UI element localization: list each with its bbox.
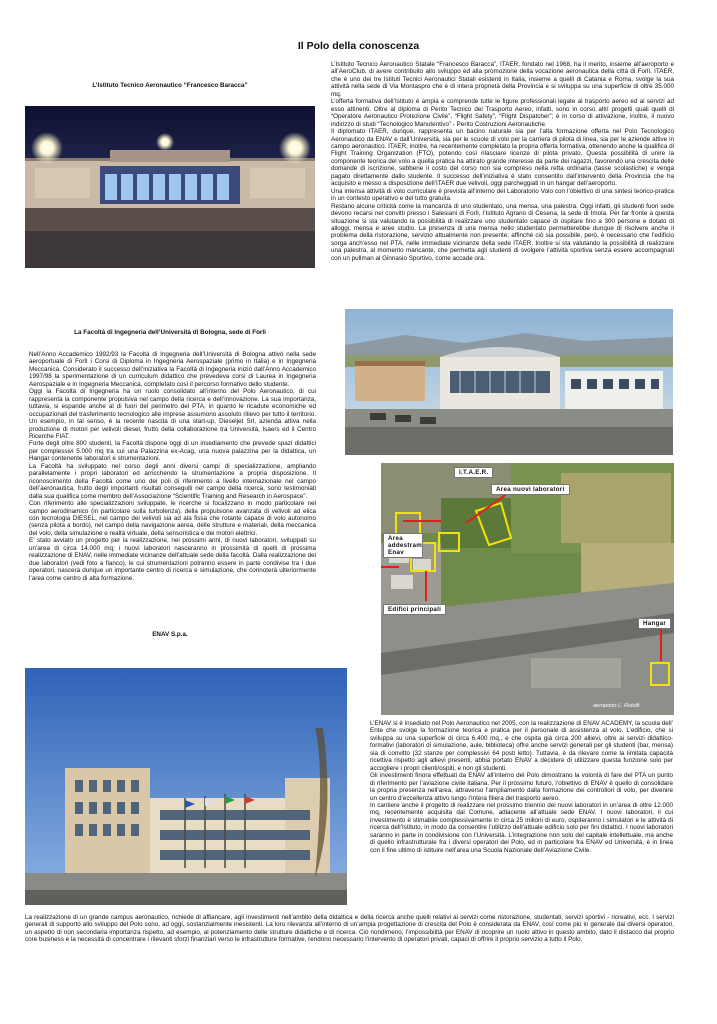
map-credit: aeroporto L. Ridolfi bbox=[593, 703, 640, 709]
map-label-nuovi-laboratori: Area nuovi laboratori bbox=[491, 484, 570, 495]
caption-facolta: La Facoltà di Ingegneria dell’Università di Bologna, sede di Forlì bbox=[74, 329, 266, 336]
itaer-paragraph-2: L’offerta formativa dell’Istituto è ampia e comprende tutte le figure professionali legate al trasporto aereo ed ai servizi ad esso attinenti. Oltre al diploma di Perito Tecnico del Trasporto Aereo, infatti, sono in corso altri progetti quali quelli di “Operatore Aeronautico Protezione Civile”, “Flight Safety”, “Flight Dispatcher”; è in corso di attivazione, inoltre, il nuovo indirizzo di studi “Tecnologico Manutentivo” - Perito Costruzioni Aeronautiche. bbox=[331, 98, 674, 128]
page-title: Il Polo della conoscenza bbox=[297, 40, 420, 52]
map-label-edifici: Edifici principali bbox=[383, 604, 446, 615]
aerial-map-photo bbox=[381, 463, 674, 715]
map-label-itaer: I.T.A.E.R. bbox=[454, 467, 493, 478]
itaer-building-photo bbox=[25, 106, 315, 268]
itaer-paragraph-5: Restano alcune criticità come la mancanza di uno studentato, una mensa, una palestra. Oggi infatti, gli studenti fuori sede devono recarsi nei convitti presso i Salesiani di Forlì, l’Istituto Agrario di Cesena, la sede di Imola. Per far fronte a questa situazione si sta valutando la possibilità di realizzare uno studentato capace di ospitare fino a 300 persone e dotato di alloggi, mensa e aree studio. La presenza di una mensa nello studentato permetterebbe dunque di risolvere anche il problema della ristorazione, servizio attualmente non presente; affinché ciò sia possibile, però, è necessario che l’edificio sorga anch’esso nel PTA, nelle immediate vicinanze della sede ITAER. Inoltre si sta valutando la possibilità di realizzare una palestra, al momento mancante, che permetta agli studenti di svolgere l’attività sportiva senza essere accompagnati con un pullman al Ginnasio Sportivo, come accade ora. bbox=[331, 202, 674, 262]
itaer-paragraph-4: Una intensa attività di volo curriculare è prevista all’interno del Laboratorio Volo con l’obiettivo di una sintesi teorico-pratica in un contesto operativo e del tutto gratuita. bbox=[331, 187, 674, 203]
enav-text bbox=[370, 720, 673, 854]
facolta-building-photo bbox=[345, 309, 673, 455]
itaer-paragraph-3: Il diplomato ITAER, dunque, rappresenta un bacino naturale sia per l’alta formazione offerta nel Polo Tecnologico Aeronautico da ENAV e dall’Università, sia per le scuole di volo per la carriera di pilota di linea, sia per le aziende attive in campo aeronautico. ITAER, inoltre, ha recentemente completato la propria offerta formativa, ottenendo anche la qualifica di Flight Training Organization (FTO), potendo così rilasciare licenze di pilota privato. Questa possibilità di unire la componente teorica del volo a quella pratica ha attirato grande interesse da parte dei ragazzi, favorendo una crescita delle domande di iscrizione, sebbene il costo del corso non sia compreso nella retta ordinaria (tasse scolastiche) e venga pagato direttamente dallo studente. Il successo dell’iniziativa è stato consentito dall’intervento della Provincia che ha acquisito e messo a disposizione dell’ITAER due velivoli, oggi parcheggiati in un hangar dell’aeroporto. bbox=[331, 128, 674, 188]
enav-paragraph-3: In cantiere anche il progetto di realizzare nel prossimo triennio dei nuovi laboratori in un’area di oltre 12.000 mq, recentemente acquisita dal Comune, adiacente all’attuale sede ENAV. I nuovi laboratori, il cui investimento è stimabile complessivamente in circa 25 milioni di euro, ospiteranno i simulatori e le attività di ricerca dell’Istituto, in modo da consentire l’utilizzo dell’attuale edificio solo per fini didattici. I nuovi laboratori saranno in parte in condivisione con l’Università. L’integrazione non solo del capitale intellettuale, ma anche di quello infrastrutturale fra i diversi operatori del Polo, ed in particolare fra ENAV ed Università, è in linea con il fine ultimo di istituire nell’area una Scuola Nazionale dell’Aviazione Civile. bbox=[370, 801, 673, 854]
map-label-addestram: Area addestram Enav bbox=[383, 533, 423, 558]
facolta-paragraph-6: E’ stato avviato un progetto per la realizzazione, nei prossimi anni, di nuovi laboratori, sviluppati su un’area di circa 14.000 mq; i nuovi laboratori nasceranno in prossimità di quelli di prossima realizzazione di ENAV, nelle immediate vicinanze dell’attuale sede della facoltà. Dalla realizzazione dei due laboratori (vedi foto a fianco), le cui strumentazioni potranno essere in parte condivise tra i due operatori, nascerà dunque un importante centro di ricerca e simulazione, che connoterà ulteriormente l’area come centro di alta formazione. bbox=[29, 537, 316, 582]
facolta-paragraph-3: Forte degli oltre 800 studenti, la Facoltà dispone oggi di un insediamento che prevede spazi didattici per complessivi 5.000 mq tra cui una Palazzina ex-Acag, una nuova palazzina per la didattica, un Hangar contenente laboratori e strumentazioni. bbox=[29, 440, 316, 463]
itaer-paragraph-1: L’Istituto Tecnico Aeronautico Statale “Francesco Baracca”, ITAER, fondato nel 1968, ha il merito, insieme all’aeroporto e all’AeroClub, di avere contribuito allo sviluppo ed alla promozione della vocazione aeronautica della città di Forlì. ITAER, che è uno dei tre Istituti Tecnici Aeronautici Statali esistenti in Italia, insieme a quelli di Catania e Roma, svolge la sua attività nella sede di Via Montaspro che è di intera proprietà della Provincia e si sviluppa su una superficie di oltre 35.000 mq. bbox=[331, 61, 674, 98]
map-label-hangar: Hangar bbox=[638, 618, 671, 629]
itaer-text bbox=[331, 61, 674, 262]
caption-enav: ENAV S.p.a. bbox=[152, 631, 188, 638]
bottom-text bbox=[25, 914, 674, 944]
enav-paragraph-2: Gli investimenti finora effettuati da ENAV all’interno del Polo dimostrano la volontà di fare del PTA un punto di riferimento per l’aviazione civile italiana. Per il prossimo futuro, l’obiettivo di ENAV è quello di consolidare la propria presenza nell’area, attraverso l’ampliamento dalla formazione dei controllori di volo, per divenire un centro d’eccellenza attivo lungo l’intera filiera del trasporto aereo. bbox=[370, 772, 673, 802]
facolta-paragraph-4: La Facoltà ha sviluppato nel corso degli anni diversi campi di specializzazione, ampliando parallelamente i propri laboratori ed arricchendo la strumentazione a propria disposizione. Il riconoscimento della Facoltà come uno dei poli di riferimento a livello internazionale nel campo dell’aeronautica, frutto degli importanti risultati conseguiti nel campo della ricerca, sono testimoniati dalla sua qualifica come membro dell’Associazione “Scientific Training and Research in Aerospace”. bbox=[29, 462, 316, 500]
bottom-paragraph: La realizzazione di un grande campus aeronautico, richiede di affiancare, agli investimenti nell’ambito della didattica e della ricerca anche quelli relativi ai servizi come ristorazione, studentati, servizi sportivi - ricreativi, ecc. I servizi generali di supporto allo sviluppo del Polo sono, ad oggi, sostanzialmente inesistenti. La loro rilevanza all’interno di un’ampia progettazione di crescita del Polo è considerata da ENAV, così come più in generale dai diversi operatori, un aspetto di non secondaria importanza rispetto, ad esempio, al potenziamento delle strutture didattiche e di ricerca. Ciò nondimeno, l’impossibilità per ENAV di ricoprire un ruolo attivo in questo ambito, dato il distacco dal proprio core business e la necessità di concentrare i rilevanti sforzi finanziari verso le infrastrutture formative, rendono necessario l’intervento di operatori privati, capaci di offrire il proprio servizio a tutto il Polo. bbox=[25, 914, 674, 944]
caption-itaer: L’Istituto Tecnico Aeronautico “Francesco Baracca” bbox=[92, 82, 248, 89]
facolta-text bbox=[29, 351, 316, 582]
enav-paragraph-1: L’ENAV si è insediato nel Polo Aeronautico nel 2005, con la realizzazione di ENAV ACADEMY, la scuola dell’ Ente che svolge la formazione teorica e pratica per il personale di assistenza al volo. L’edificio, che si sviluppa su una superficie di circa 6.400 mq., e che ospita già circa 200 allievi, oltre ai servizi didattico-formativi (laboratori di simulazione, aule, biblioteca) offre anche servizi generali per gli studenti (bar, mensa) sia di convitto (32 stanze per complessivi 64 posti letto). Tuttavia, è da rilevare come la limitata capacità ricettiva rispetto agli allievi presenti, abbia portato ENAV a decidere di utilizzare questa funzione solo per accogliere i propri clienti/ospiti, e non gli studenti. bbox=[370, 720, 673, 772]
facolta-paragraph-1: Nell’Anno Accademico 1992/93 la Facoltà di Ingegneria dell’Università di Bologna attivò nella sede aeroportuale di Forlì i Corsi di Diploma in Ingegneria Aerospaziale (primo in Italia) e in Ingegneria Meccanica. Considerato il successo dell’iniziativa la Facoltà di Ingegneria iniziò dall’Anno Accademico 1997/98 la sperimentazione di un curriculum didattico che prevedeva corsi di Laurea in Ingegneria Aerospaziale e in Ingegneria Meccanica, completato così il percorso formativo dello studente. bbox=[29, 351, 316, 388]
facolta-paragraph-5: Con riferimento alle specializzazioni sviluppate, le ricerche si focalizzano in modo particolare nel campo aerodinamico (in particolare sulla turbolenza), della propulsione avanzata di velivoli ad elica con tecnologia DIESEL, nel campo dei velivoli sia ad ala fissa che rotante capace di volo autonomo (senza pilota a bordo), nel campo della navigazione aerea, delle strutture e materiali, della meccanica del volo, della simulazione e realtà virtuale, della sensoristica e dei motori elettrici. bbox=[29, 500, 316, 537]
enav-building-photo bbox=[25, 668, 347, 905]
facolta-paragraph-2: Oggi la Facoltà di Ingegneria ha un ruolo consolidato all’interno del Polo Aeronautico, di cui rappresenta la componente propulsiva nel campo della ricerca e dell’innovazione. La sua importanza, tuttavia, si espande anche al di fuori del perimetro del PTA, in quanto le ricadute economiche ed occupazionali del trasferimento tecnologico alle imprese assumono assoluto rilievo per tutto il territorio. Un esempio, in tal senso, è la recente nascita di una start-up, Dieseljet Srl, azienda attiva nella produzione di motori per velivoli diesel, frutto della collaborazione tra Università, Isaers ed il Centro Ricerche FIAT. bbox=[29, 388, 316, 440]
